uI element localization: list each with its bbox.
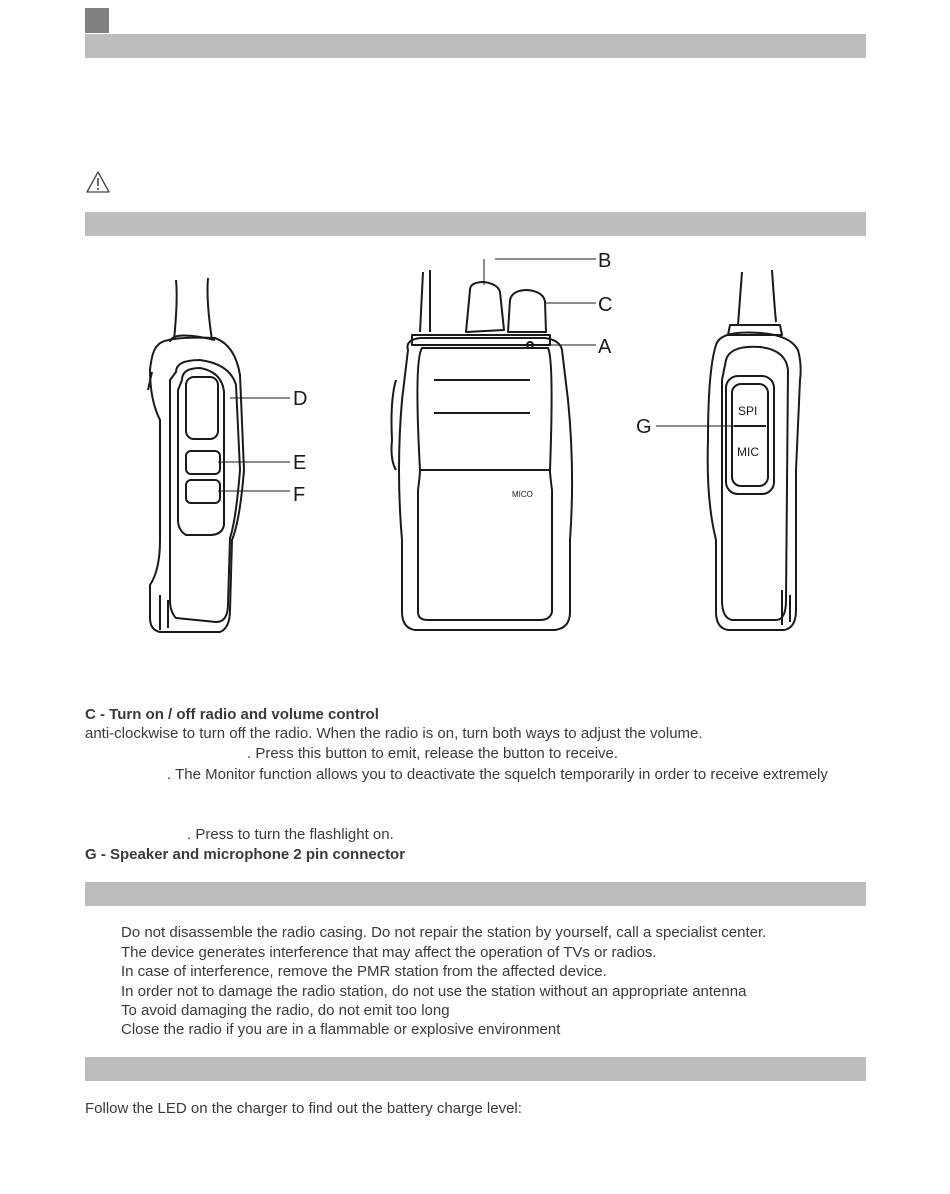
side-spi-text: SPI bbox=[738, 404, 758, 418]
section-bar-1 bbox=[85, 34, 866, 58]
radio-diagram bbox=[0, 245, 950, 645]
label-c: C bbox=[598, 294, 613, 316]
safety-item: The device generates interference that may affect the operation of TVs or radios. bbox=[121, 944, 657, 961]
safety-item: Close the radio if you are in a flammable or explosive environment bbox=[121, 1021, 561, 1038]
radio-right-side-view bbox=[656, 270, 801, 630]
section-bar-4 bbox=[85, 1057, 866, 1081]
section-bar-2 bbox=[85, 212, 866, 236]
label-f: F bbox=[293, 484, 306, 506]
safety-item: In case of interference, remove the PMR station from the affected device. bbox=[121, 963, 607, 980]
description-line-3: . The Monitor function allows you to deactivate the squelch temporarily in order to receive extremely bbox=[167, 766, 828, 783]
section-bar-3 bbox=[85, 882, 866, 906]
page-number-box bbox=[85, 8, 109, 33]
side-mic-text: MIC bbox=[737, 445, 759, 459]
description-line-2: . Press this button to emit, release the button to receive. bbox=[247, 745, 619, 762]
safety-item: To avoid damaging the radio, do not emit too long bbox=[121, 1002, 450, 1019]
radio-front-view bbox=[392, 259, 597, 630]
label-d: D bbox=[293, 388, 308, 410]
warning-icon bbox=[85, 170, 111, 194]
front-brand-text: MICO bbox=[512, 490, 533, 499]
radio-left-side-view bbox=[148, 278, 290, 632]
description-line-1: anti-clockwise to turn off the radio. When the radio is on, turn both ways to adjust the volume. bbox=[85, 725, 703, 742]
description-line-4: . Press to turn the flashlight on. bbox=[187, 826, 394, 843]
label-g: G bbox=[636, 416, 652, 438]
label-e: E bbox=[293, 452, 307, 474]
g-heading: G - Speaker and microphone 2 pin connector bbox=[85, 846, 406, 863]
charging-text: Follow the LED on the charger to find out the battery charge level: bbox=[85, 1100, 522, 1117]
safety-item: Do not disassemble the radio casing. Do not repair the station by yourself, call a specialist center. bbox=[121, 924, 767, 941]
label-a: A bbox=[598, 336, 612, 358]
label-b: B bbox=[598, 250, 612, 272]
c-heading: C - Turn on / off radio and volume control bbox=[85, 706, 379, 723]
safety-item: In order not to damage the radio station, do not use the station without an appropriate antenna bbox=[121, 983, 747, 1000]
